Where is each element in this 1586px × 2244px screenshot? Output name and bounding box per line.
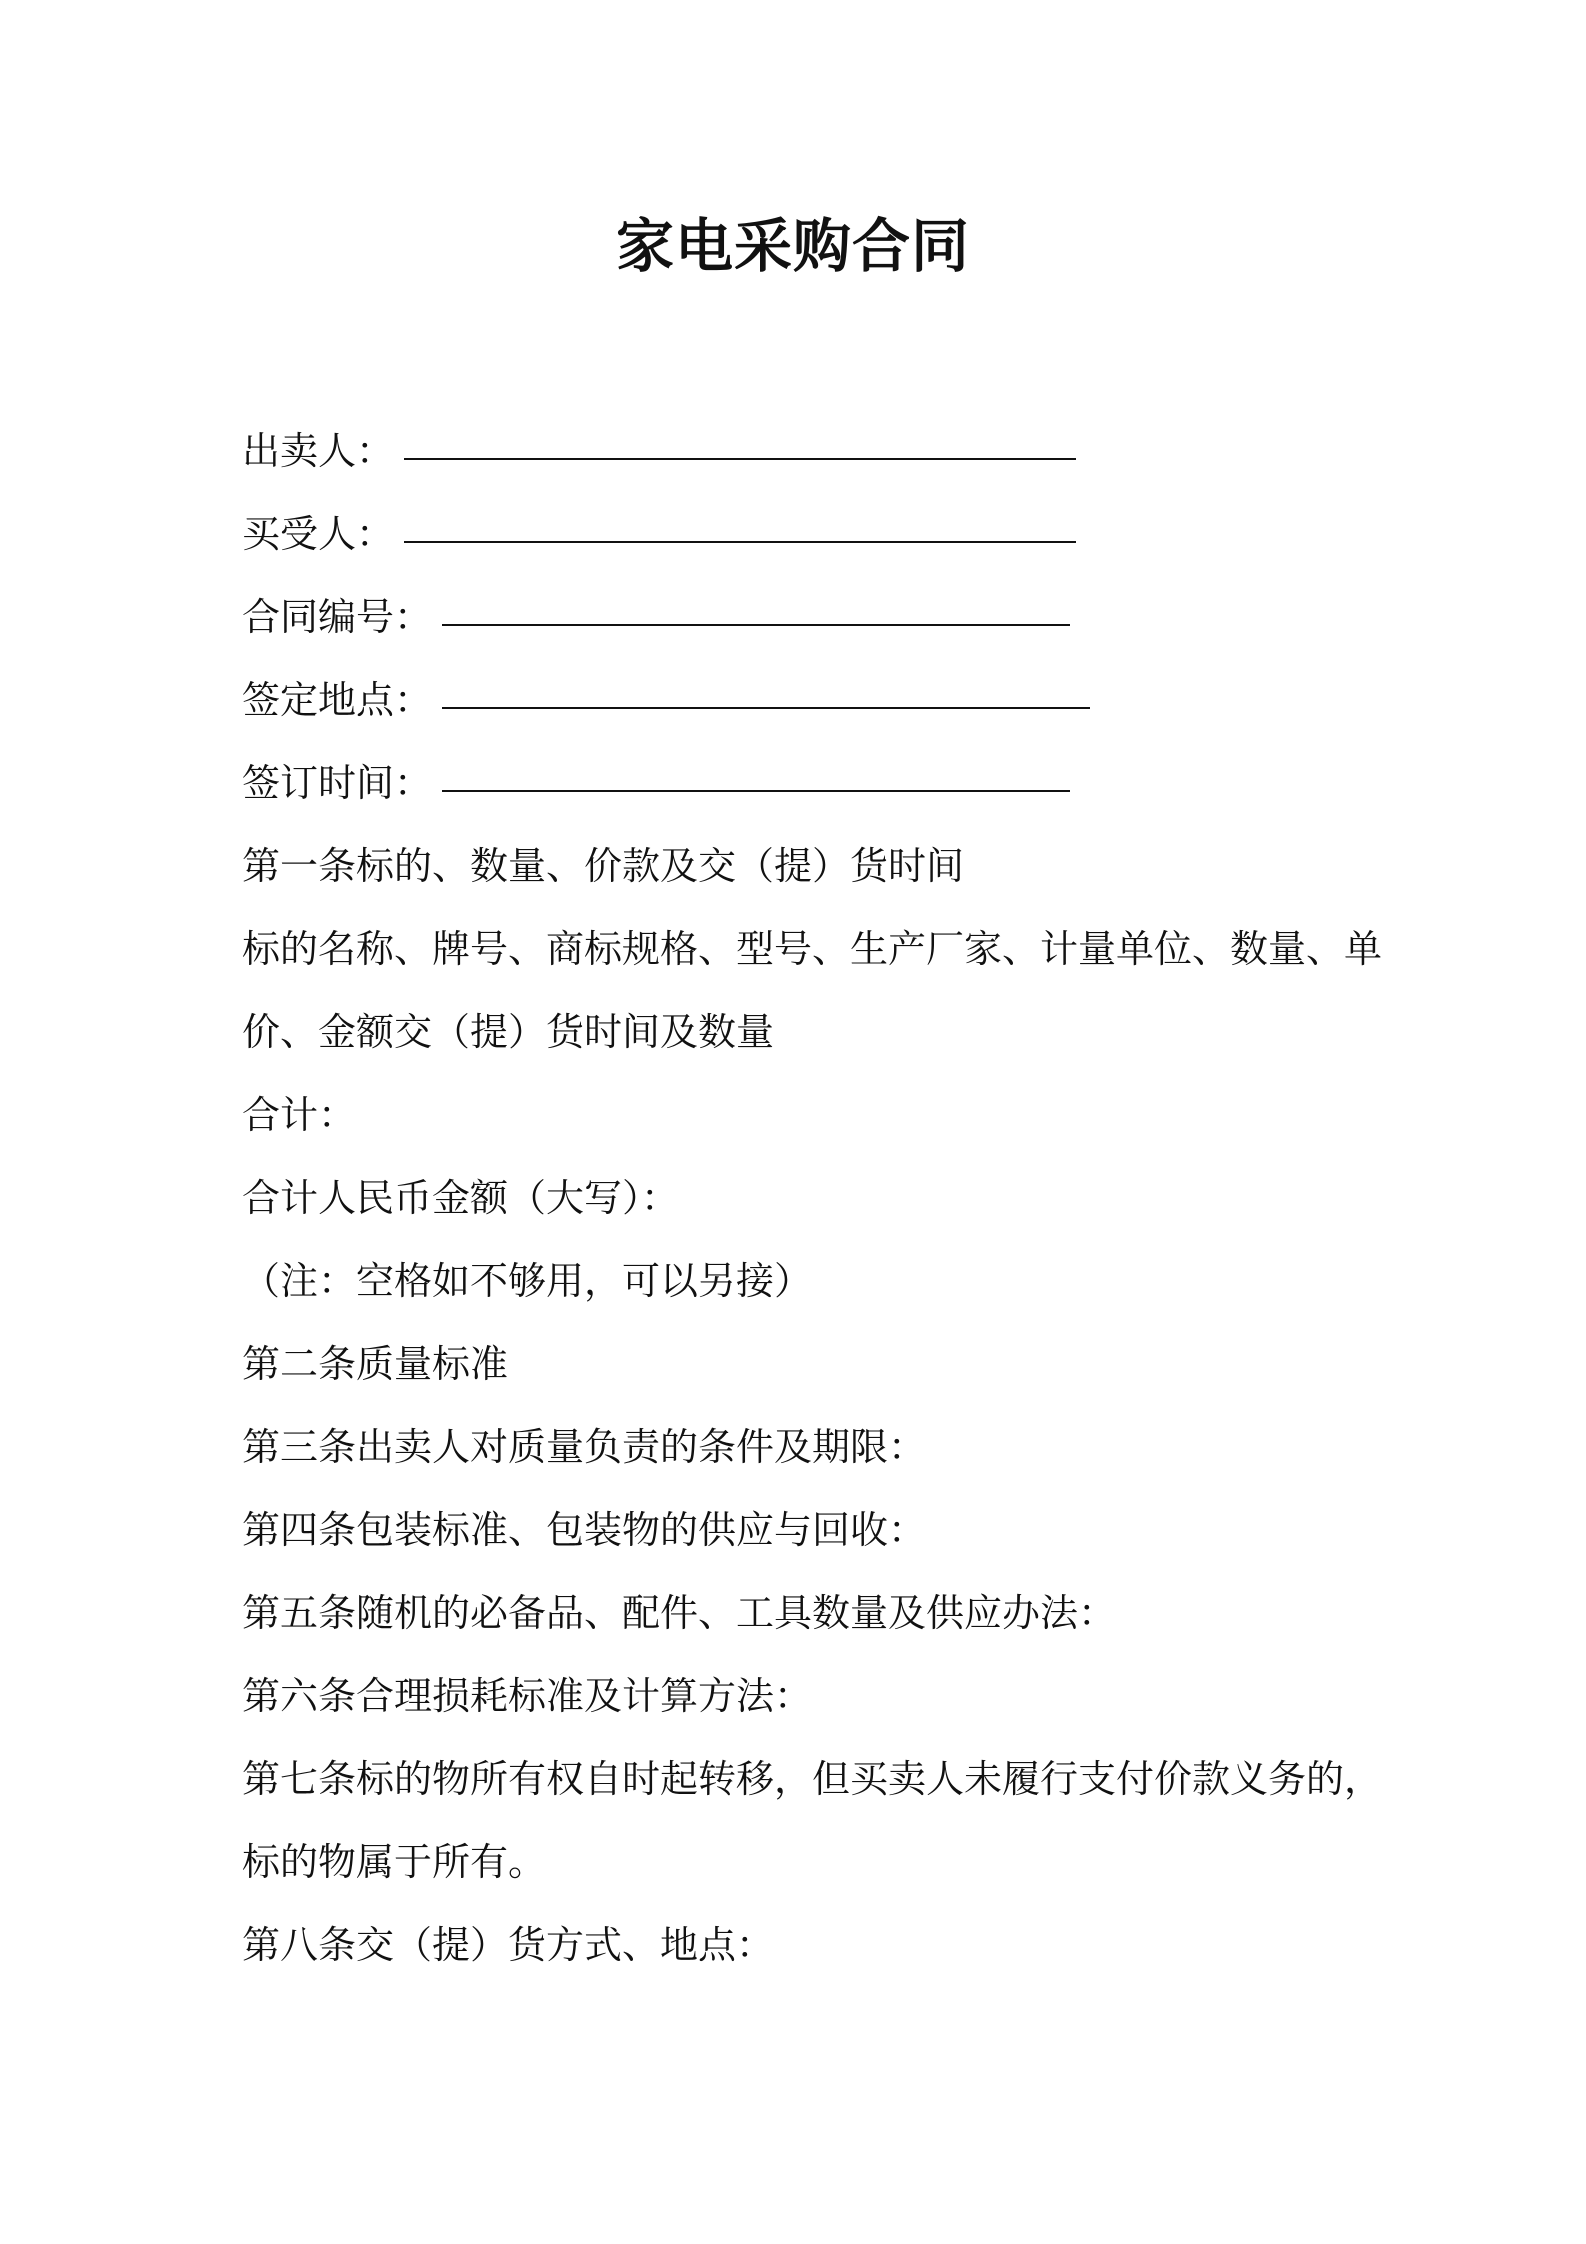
clause-6: 第六条合理损耗标准及计算方法：	[242, 1674, 813, 1718]
sign-time-blank-line	[442, 768, 1070, 792]
clause-1-line-1: 标的名称、牌号、商标规格、型号、生产厂家、计量单位、数量、单	[242, 927, 1383, 971]
sign-place-blank-line	[442, 685, 1090, 709]
total-line: 合计：	[242, 1093, 357, 1137]
buyer-field	[242, 493, 1372, 576]
sign-time-label: 签订时间：	[242, 761, 433, 805]
sign-place-label: 签定地点：	[242, 678, 433, 722]
contract-no-label: 合同编号：	[242, 595, 433, 639]
clause-2: 第二条质量标准	[242, 1342, 509, 1386]
buyer-blank-line	[404, 519, 1076, 543]
clause-4: 第四条包装标准、包装物的供应与回收：	[242, 1508, 927, 1552]
clause-1-title: 第一条标的、数量、价款及交（提）货时间	[242, 844, 965, 888]
sign-place-field	[242, 659, 1372, 742]
clause-8: 第八条交（提）货方式、地点：	[242, 1923, 775, 1967]
seller-field	[242, 410, 1372, 493]
clause-1-line-2: 价、金额交（提）货时间及数量	[242, 1010, 775, 1054]
clause-5: 第五条随机的必备品、配件、工具数量及供应办法：	[242, 1591, 1117, 1635]
total-rmb-line: 合计人民币金额（大写）：	[242, 1176, 680, 1220]
document-title: 家电采购合同	[615, 212, 970, 280]
clause-7-line-1: 第七条标的物所有权自时起转移，但买卖人未履行支付价款义务的，	[242, 1757, 1383, 1801]
clause-7-line-2: 标的物属于所有。	[242, 1840, 547, 1884]
buyer-label: 买受人：	[242, 512, 395, 556]
document-body	[242, 410, 1383, 1987]
sign-time-field	[242, 742, 1372, 825]
clause-3: 第三条出卖人对质量负责的条件及期限：	[242, 1425, 927, 1469]
contract-no-blank-line	[442, 602, 1070, 626]
contract-no-field	[242, 576, 1372, 659]
seller-label: 出卖人：	[242, 429, 395, 473]
seller-blank-line	[404, 436, 1076, 460]
note-line: （注：空格如不够用，可以另接）	[242, 1259, 813, 1303]
